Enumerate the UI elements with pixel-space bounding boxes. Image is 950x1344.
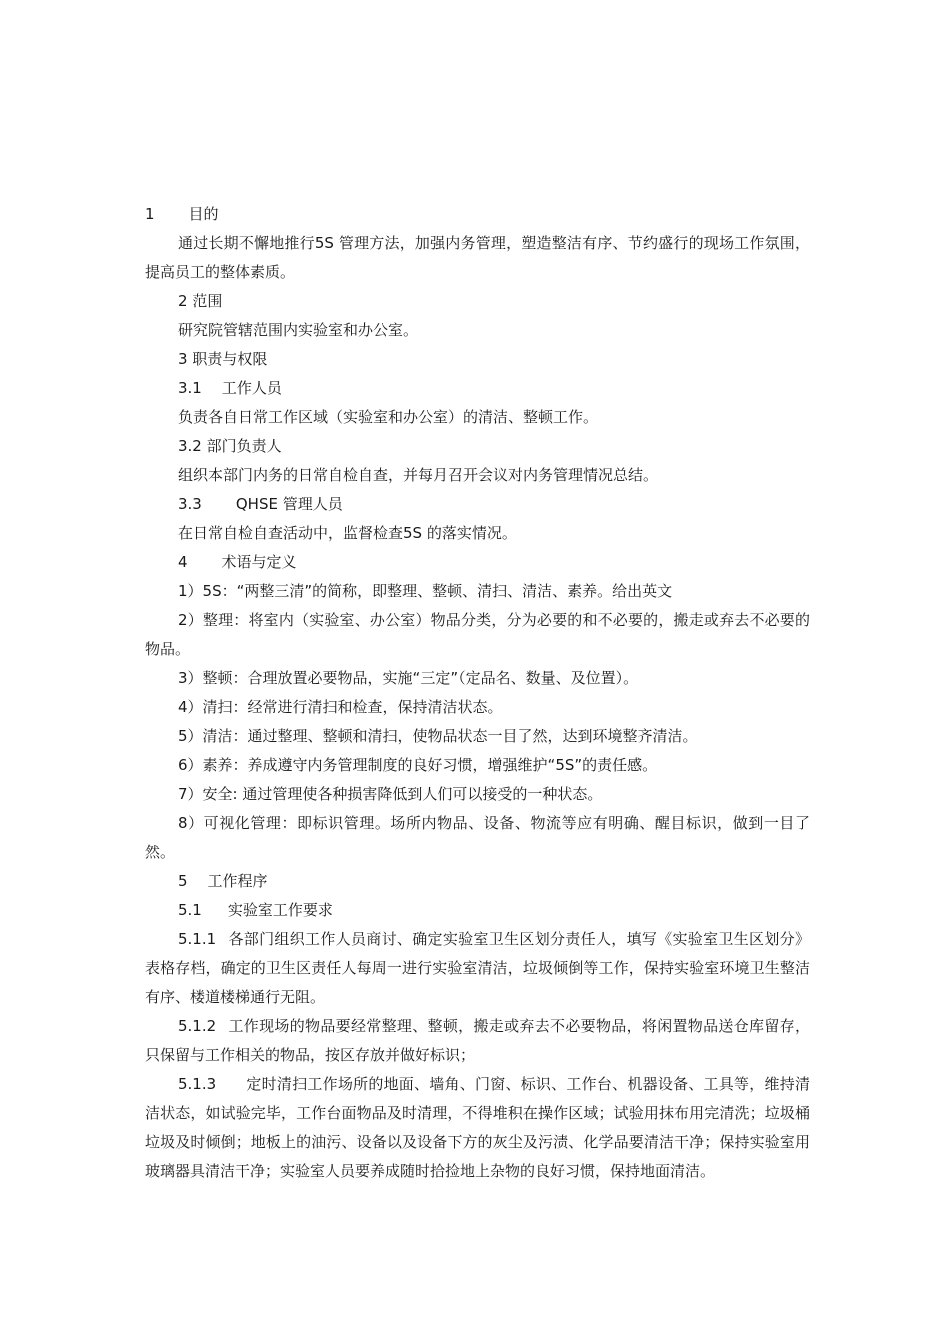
section-title: 工作人员 — [221, 379, 282, 397]
section-3-2-paragraph: 组织本部门内务的日常自检自查，并每月召开会议对内务管理情况总结。 — [178, 466, 659, 484]
section-title: 实验室工作要求 — [227, 901, 333, 919]
section-3-heading — [145, 345, 810, 374]
definition-6: 6）素养：养成遵守内务管理制度的良好习惯，增强维护“5S”的责任感。 — [178, 756, 658, 774]
section-3-2-heading — [145, 432, 810, 461]
section-4-heading — [145, 548, 810, 577]
section-2-heading — [145, 287, 810, 316]
section-number: 4 — [178, 553, 188, 571]
definition-4: 4）清扫：经常进行清扫和检查，保持清洁状态。 — [178, 698, 503, 716]
scope-paragraph: 研究院管辖范围内实验室和办公室。 — [178, 321, 419, 339]
section-title: QHSE 管理人员 — [235, 495, 343, 513]
definition-8: 8）可视化管理：即标识管理。场所内物品、设备、物流等应有明确、醒目标识，做到一目了然。 — [145, 814, 810, 861]
section-title: 职责与权限 — [192, 350, 268, 368]
clause-number: 5.1.1 — [178, 930, 217, 948]
section-number: 3.2 — [178, 437, 202, 455]
clause-text: 各部门组织工作人员商讨、确定实验室卫生区划分责任人，填写《实验室卫生区划分》表格存档，确定的卫生区责任人每周一进行实验室清洁，垃圾倾倒等工作，保持实验室环境卫生整洁有序、楼道楼梯通行无阻。 — [145, 930, 810, 1006]
section-number: 2 — [178, 292, 188, 310]
section-5-1-heading — [145, 896, 810, 925]
clause-text: 工作现场的物品要经常整理、整顿，搬走或弃去不必要物品，将闲置物品送仓库留存，只保留与工作相关的物品，按区存放并做好标识； — [145, 1017, 810, 1064]
section-3-3-heading — [145, 490, 810, 519]
definition-7: 7）安全: 通过管理使各种损害降低到人们可以接受的一种状态。 — [178, 785, 603, 803]
section-3-1-heading — [145, 374, 810, 403]
section-number: 1 — [145, 205, 155, 223]
definition-5: 5）清洁：通过整理、整顿和清扫，使物品状态一目了然，达到环境整齐清洁。 — [178, 727, 698, 745]
clause-number: 5.1.3 — [178, 1075, 217, 1093]
definition-1: 1）5S：“两整三清”的简称，即整理、整顿、清扫、清洁、素养。给出英文 — [178, 582, 673, 600]
section-title: 目的 — [188, 205, 219, 223]
section-5-1-2-paragraph — [145, 1012, 810, 1070]
section-number: 3.1 — [178, 379, 202, 397]
section-number: 3.3 — [178, 495, 202, 513]
section-5-1-3-paragraph — [145, 1070, 810, 1186]
clause-number: 5.1.2 — [178, 1017, 217, 1035]
section-title: 范围 — [192, 292, 223, 310]
section-5-1-1-paragraph — [145, 925, 810, 1012]
section-title: 工作程序 — [207, 872, 268, 890]
section-number: 5 — [178, 872, 188, 890]
section-title: 术语与定义 — [221, 553, 297, 571]
section-title: 部门负责人 — [206, 437, 282, 455]
clause-text: 定时清扫工作场所的地面、墙角、门窗、标识、工作台、机器设备、工具等，维持清洁状态，如试验完毕，工作台面物品及时清理，不得堆积在操作区域；试验用抹布用完清洗；垃圾桶垃圾及时倾倒；地板上的油污、设备以及设备下方的灰尘及污渍、化学品要清洁干净；保持实验室用玻璃器具清洁干净；实验室人员要养成随时拾捡地上杂物的良好习惯，保持地面清洁。 — [145, 1075, 810, 1180]
section-1-heading — [145, 200, 810, 229]
definition-3: 3）整顿：合理放置必要物品，实施“三定”（定品名、数量、及位置）。 — [178, 669, 639, 687]
document-body — [145, 200, 810, 1186]
section-number: 5.1 — [178, 901, 202, 919]
purpose-paragraph: 通过长期不懈地推行5S 管理方法，加强内务管理，塑造整洁有序、节约盛行的现场工作氛围，提高员工的整体素质。 — [145, 234, 810, 281]
definition-2: 2）整理：将室内（实验室、办公室）物品分类，分为必要的和不必要的，搬走或弃去不必要的物品。 — [145, 611, 810, 658]
section-3-1-paragraph: 负责各自日常工作区域（实验室和办公室）的清洁、整顿工作。 — [178, 408, 599, 426]
section-5-heading — [145, 867, 810, 896]
section-3-3-paragraph: 在日常自检自查活动中，监督检查5S 的落实情况。 — [178, 524, 517, 542]
section-number: 3 — [178, 350, 188, 368]
